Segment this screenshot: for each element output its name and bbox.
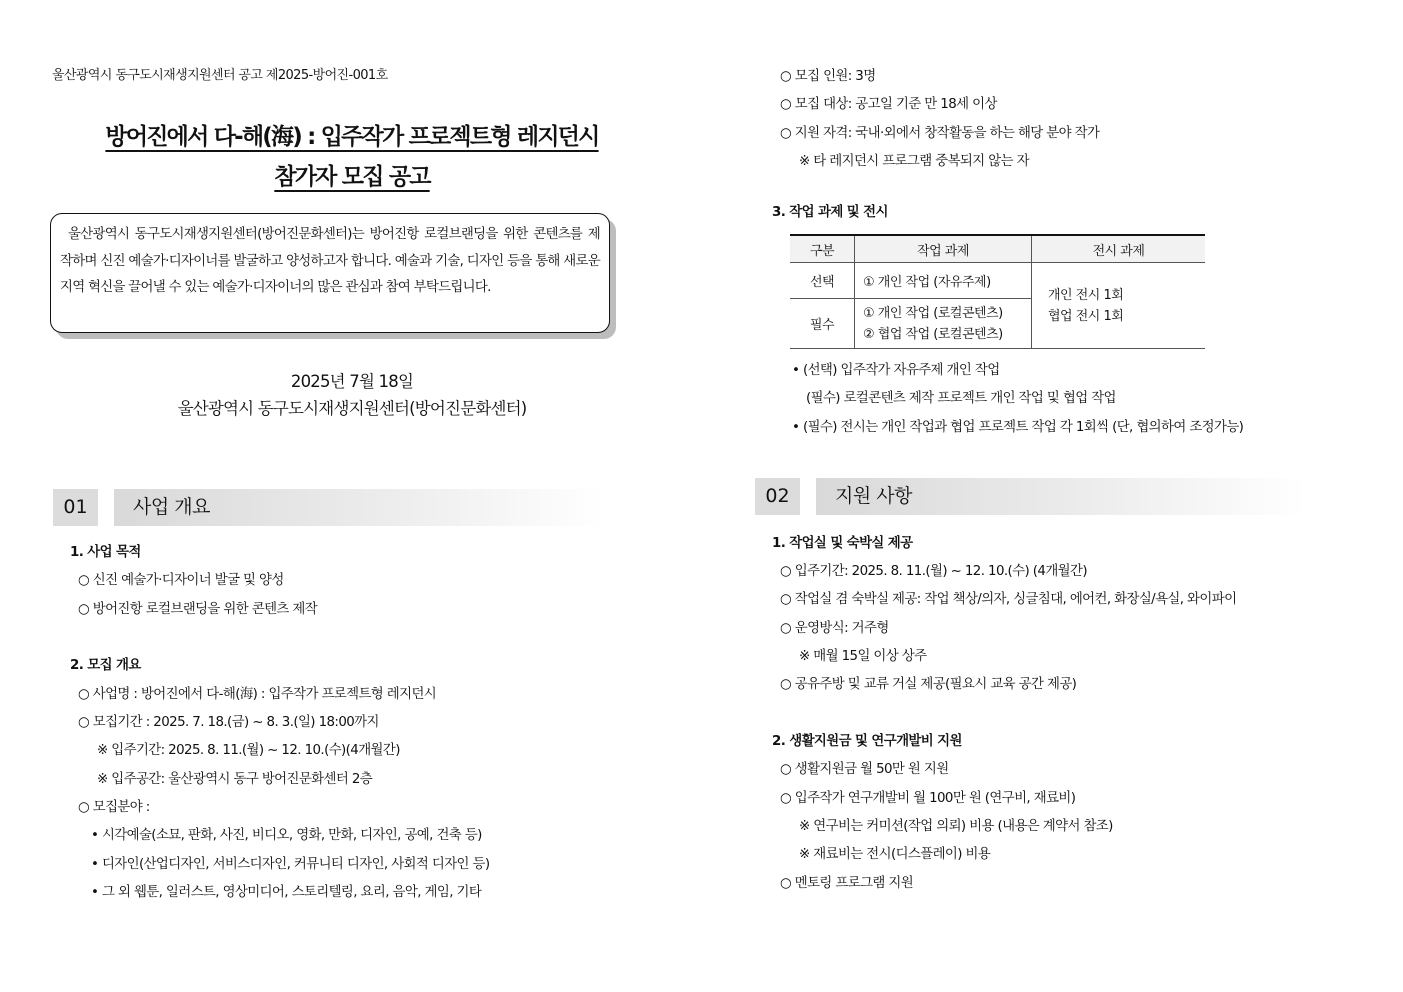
intro-box: [50, 213, 610, 333]
table-cell: 필수: [790, 299, 855, 349]
task-table: [790, 234, 1205, 349]
bullet-item: • (필수) 전시는 개인 작업과 협업 프로젝트 작업 각 1회씩 (단, 협의하여 조정가능): [792, 420, 1244, 435]
table-cell: ① 개인 작업 (자유주제): [855, 263, 1032, 299]
list-item: ○ 작업실 겸 숙박실 제공: 작업 책상/의자, 싱글침대, 에어컨, 화장실/욕실, 와이파이: [780, 592, 1237, 607]
list-item: ○ 운영방식: 거주형: [780, 621, 889, 636]
notice-number: 울산광역시 동구도시재생지원센터 공고 제2025-방어진-001호: [52, 68, 388, 83]
list-item: ○ 입주작가 연구개발비 월 100만 원 (연구비, 재료비): [780, 791, 1076, 806]
exhibition-item: 개인 전시 1회: [1048, 287, 1124, 303]
intro-text: 울산광역시 동구도시재생지원센터(방어진문화센터)는 방어진항 로컬브랜딩을 위한 콘텐츠를 제작하며 신진 예술가·디자이너를 발굴하고 양성하고자 합니다. 예술과 기술, 디자인 등을 통해 새로운 지역 혁신을 끌어낼 수 있는 예술가·디자이너의 많은 관심과 참여 부탁드립니다.: [60, 227, 600, 295]
section-01-title: 사업 개요: [114, 489, 604, 526]
table-cell-exhibition: [1032, 263, 1206, 349]
list-item: ○ 방어진항 로컬브랜딩을 위한 콘텐츠 제작: [78, 602, 318, 617]
table-cell: 선택: [790, 263, 855, 299]
section-02-title: 지원 사항: [816, 478, 1306, 515]
issuing-organization: 울산광역시 동구도시재생지원센터(방어진문화센터): [177, 399, 527, 418]
heading-studio-lodging: 1. 작업실 및 숙박실 제공: [772, 536, 913, 551]
table-header: 구분: [790, 235, 855, 263]
note-item: ※ 입주공간: 울산광역시 동구 방어진문화센터 2층: [97, 772, 373, 787]
task-item: ② 협업 작업 (로컬콘텐츠): [863, 326, 1003, 342]
note-item: ※ 매월 15일 이상 상주: [799, 649, 927, 664]
notice-date: 2025년 7월 18일: [290, 372, 414, 391]
list-item: ○ 지원 자격: 국내·외에서 창작활동을 하는 해당 분야 작가: [780, 126, 1100, 141]
heading-tasks-exhibition: 3. 작업 과제 및 전시: [772, 205, 888, 220]
note-item: ※ 입주기간: 2025. 8. 11.(월) ~ 12. 10.(수)(4개월간): [97, 743, 400, 758]
list-item: ○ 사업명 : 방어진에서 다-해(海) : 입주작가 프로젝트형 레지던시: [78, 687, 437, 702]
notice-title-line2: 참가자 모집 공고: [274, 164, 430, 190]
list-item: ○ 입주기간: 2025. 8. 11.(월) ~ 12. 10.(수) (4개월간): [780, 564, 1087, 579]
list-item: ○ 멘토링 프로그램 지원: [780, 876, 914, 891]
list-item: ○ 공유주방 및 교류 거실 제공(필요시 교육 공간 제공): [780, 677, 1077, 692]
bullet-item: • 그 외 웹툰, 일러스트, 영상미디어, 스토리텔링, 요리, 음악, 게임, 기타: [91, 885, 482, 900]
notice-title-line1: 방어진에서 다-해(海) : 입주작가 프로젝트형 레지던시: [105, 124, 599, 150]
section-01-number: 01: [53, 489, 98, 526]
heading-recruitment-overview: 2. 모집 개요: [70, 658, 141, 673]
table-cell: [855, 299, 1032, 349]
list-item: ○ 모집기간 : 2025. 7. 18.(금) ~ 8. 3.(일) 18:00까지: [78, 715, 379, 730]
bullet-item: (필수) 로컬콘텐츠 제작 프로젝트 개인 작업 및 협업 작업: [806, 391, 1116, 406]
list-item: ○ 생활지원금 월 50만 원 지원: [780, 762, 949, 777]
bullet-item: • 시각예술(소묘, 판화, 사진, 비디오, 영화, 만화, 디자인, 공예, 건축 등): [91, 828, 482, 843]
list-item: ○ 모집분야 :: [78, 800, 150, 815]
note-item: ※ 연구비는 커미션(작업 의뢰) 비용 (내용은 계약서 참조): [799, 819, 1113, 834]
heading-living-support: 2. 생활지원금 및 연구개발비 지원: [772, 734, 962, 749]
task-item: ① 개인 작업 (로컬콘텐츠): [863, 305, 1003, 321]
bullet-item: • (선택) 입주작가 자유주제 개인 작업: [792, 363, 1000, 378]
list-item: ○ 신진 예술가·디자이너 발굴 및 양성: [78, 573, 284, 588]
exhibition-item: 협업 전시 1회: [1048, 308, 1124, 324]
note-item: ※ 재료비는 전시(디스플레이) 비용: [799, 847, 991, 862]
heading-business-purpose: 1. 사업 목적: [70, 545, 141, 560]
bullet-item: • 디자인(산업디자인, 서비스디자인, 커뮤니티 디자인, 사회적 디자인 등): [91, 857, 490, 872]
note-item: ※ 타 레지던시 프로그램 중복되지 않는 자: [799, 154, 1029, 169]
list-item: ○ 모집 대상: 공고일 기준 만 18세 이상: [780, 97, 997, 112]
list-item: ○ 모집 인원: 3명: [780, 69, 876, 84]
table-header: 작업 과제: [855, 235, 1032, 263]
section-02-number: 02: [755, 478, 800, 515]
table-header: 전시 과제: [1032, 235, 1206, 263]
